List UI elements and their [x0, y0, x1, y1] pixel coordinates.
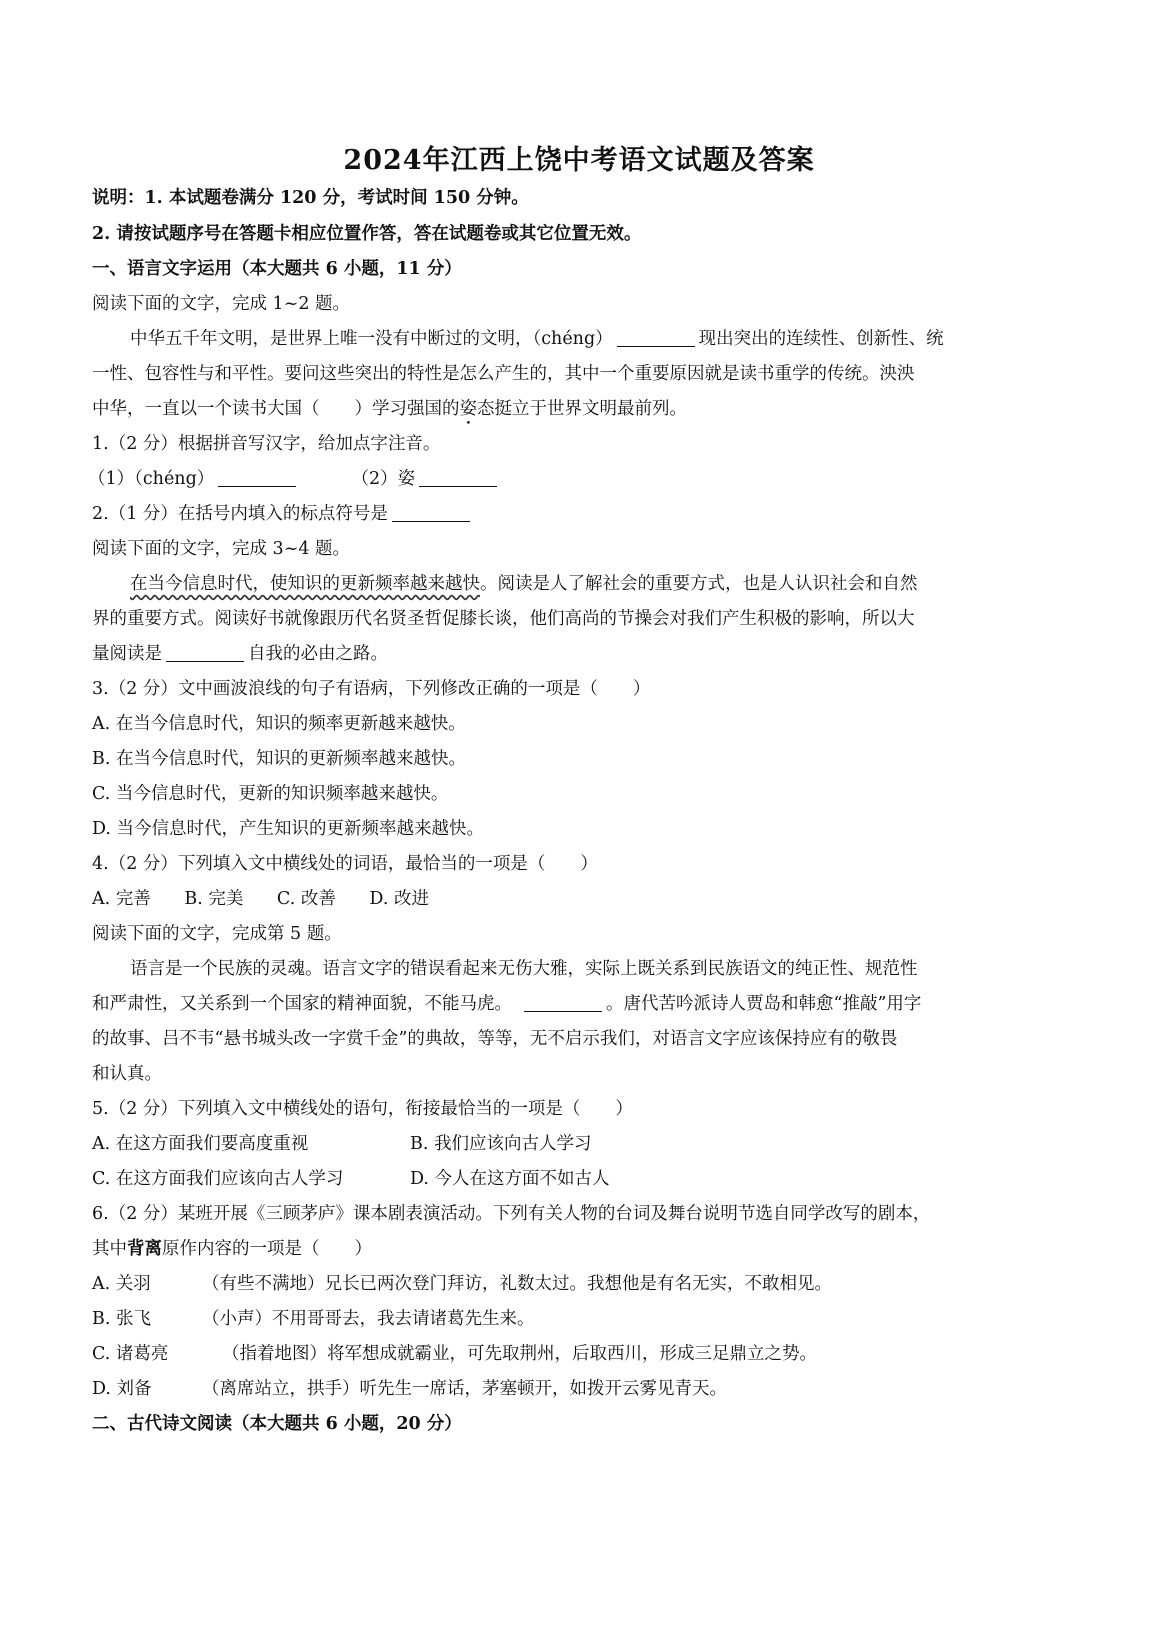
- q1-part2: （2）姿: [351, 469, 416, 489]
- q6-option-b-name: B. 张飞: [92, 1309, 151, 1329]
- q6-option-b-text: （小声）不用哥哥去，我去请诸葛先生来。: [202, 1309, 535, 1329]
- dotted-char: 姿: [459, 399, 477, 419]
- q4-option-a: A. 完善: [92, 889, 151, 909]
- passage3-line3: 的故事、吕不韦“悬书城头改一字赏千金”的典故，等等，无不启示我们，对语言文字应该保持应有的敬畏: [92, 1029, 898, 1049]
- question-6-line1: 6.（2 分）某班开展《三顾茅庐》课本剧表演活动。下列有关人物的台词及舞台说明节选自同学改写的剧本，: [92, 1204, 931, 1224]
- question-1-parts: [88, 467, 1068, 491]
- note-line-1: 说明：1. 本试题卷满分 120 分，考试时间 150 分钟。: [92, 188, 529, 208]
- passage2-text: 。阅读是人了解社会的重要方式，也是人认识社会和自然: [480, 574, 918, 594]
- answer-blank: [166, 643, 244, 662]
- question-6-line2: [92, 1237, 1072, 1261]
- q5-options-row2: [92, 1167, 1072, 1191]
- q5-option-a: A. 在这方面我们要高度重视: [92, 1134, 309, 1154]
- q5-option-b: B. 我们应该向古人学习: [410, 1134, 592, 1154]
- read-instruction-5: 阅读下面的文字，完成第 5 题。: [92, 924, 342, 944]
- passage2-line1: [130, 572, 1110, 596]
- passage2-line2: 界的重要方式。阅读好书就像跟历代名贤圣哲促膝长谈，他们高尚的节操会对我们产生积极的影响，所以大: [92, 609, 915, 629]
- q6-option-d-text: （离席站立，拱手）听先生一席话，茅塞顿开，如拨开云雾见青天。: [202, 1379, 727, 1399]
- q6-option-d-name: D. 刘备: [92, 1379, 152, 1399]
- q3-option-b: B. 在当今信息时代，知识的更新频率越来越快。: [92, 749, 466, 769]
- q4-options: [92, 887, 1072, 911]
- passage3-text: 和严肃性，又关系到一个国家的精神面貌，不能马虎。: [92, 994, 512, 1014]
- passage1-line3: [92, 397, 1072, 429]
- q6-option-c-text: （指着地图）将军想成就霸业，可先取荆州，后取西川，形成三足鼎立之势。: [222, 1344, 817, 1364]
- q6-option-d: [92, 1377, 1072, 1401]
- answer-blank: [524, 993, 602, 1012]
- question-3: 3.（2 分）文中画波浪线的句子有语病，下列修改正确的一项是（ ）: [92, 679, 651, 699]
- passage3-line4: 和认真。: [92, 1064, 162, 1084]
- q5-option-c: C. 在这方面我们应该向古人学习: [92, 1169, 344, 1189]
- passage1-text: 态挺立于世界文明最前列。: [477, 399, 687, 419]
- q6-text: 其中: [92, 1239, 127, 1259]
- q6-option-a-name: A. 关羽: [92, 1274, 151, 1294]
- question-4: 4.（2 分）下列填入文中横线处的词语，最恰当的一项是（ ）: [92, 854, 598, 874]
- passage2-text: 量阅读是: [92, 644, 162, 664]
- q6-text: 原作内容的一项是（ ）: [162, 1239, 372, 1259]
- q6-option-b: [92, 1307, 1072, 1331]
- q2-text: 2.（1 分）在括号内填入的标点符号是: [92, 504, 388, 524]
- q6-option-a: [92, 1272, 1072, 1296]
- read-instruction-3-4: 阅读下面的文字，完成 3~4 题。: [92, 539, 351, 559]
- section1-heading: 一、语言文字运用（本大题共 6 小题，11 分）: [92, 259, 462, 279]
- passage1-line2: 一性、包容性与和平性。要问这些突出的特性是怎么产生的，其中一个重要原因就是读书重学的传统。泱泱: [92, 364, 915, 384]
- answer-blank: [218, 468, 296, 487]
- q6-option-a-text: （有些不满地）兄长已两次登门拜访，礼数太过。我想他是有名无实，不敢相见。: [202, 1274, 832, 1294]
- q6-option-c: [92, 1342, 1072, 1366]
- passage2-text: 自我的必由之路。: [248, 644, 388, 664]
- q6-option-c-name: C. 诸葛亮: [92, 1344, 169, 1364]
- passage1-text: 中华，一直以一个读书大国（ ）学习强国的: [92, 399, 460, 419]
- page-title: 2024年江西上饶中考语文试题及答案: [343, 145, 815, 176]
- question-1: 1.（2 分）根据拼音写汉字，给加点字注音。: [92, 434, 441, 454]
- section2-heading: 二、古代诗文阅读（本大题共 6 小题，20 分）: [92, 1414, 462, 1434]
- passage1-line1: [130, 327, 1110, 351]
- passage3-line2: [92, 992, 1072, 1016]
- read-instruction-1-2: 阅读下面的文字，完成 1~2 题。: [92, 294, 351, 314]
- q5-options-row1: [92, 1132, 1072, 1156]
- passage2-line3: [92, 642, 1072, 666]
- q5-option-d: D. 今人在这方面不如古人: [410, 1169, 610, 1189]
- q1-part1: （1）（chéng）: [88, 469, 215, 489]
- passage1-text: 中华五千年文明，是世界上唯一没有中断过的文明，（chéng）: [130, 329, 613, 349]
- q3-option-d: D. 当今信息时代，产生知识的更新频率越来越快。: [92, 819, 485, 839]
- q4-option-c: C. 改善: [276, 889, 336, 909]
- passage1-text: 现出突出的连续性、创新性、统: [698, 329, 944, 349]
- question-2: [92, 502, 1072, 526]
- answer-blank: [392, 503, 470, 522]
- q4-option-b: B. 完美: [184, 889, 244, 909]
- question-5: 5.（2 分）下列填入文中横线处的语句，衔接最恰当的一项是（ ）: [92, 1099, 633, 1119]
- answer-blank: [419, 468, 497, 487]
- note-line-2: 2. 请按试题序号在答题卡相应位置作答，答在试题卷或其它位置无效。: [92, 224, 642, 244]
- q6-bold-text: 背离: [127, 1239, 162, 1259]
- wavy-underlined-sentence: 在当今信息时代，使知识的更新频率越来越快: [130, 574, 480, 594]
- passage3-text: 。唐代苦吟派诗人贾岛和韩愈“推敲”用字: [606, 994, 922, 1014]
- q4-option-d: D. 改进: [369, 889, 429, 909]
- q3-option-a: A. 在当今信息时代，知识的频率更新越来越快。: [92, 714, 466, 734]
- passage3-line1: 语言是一个民族的灵魂。语言文字的错误看起来无伤大雅，实际上既关系到民族语文的纯正性、规范性: [130, 959, 918, 979]
- q3-option-c: C. 当今信息时代，更新的知识频率越来越快。: [92, 784, 449, 804]
- answer-blank: [617, 328, 695, 347]
